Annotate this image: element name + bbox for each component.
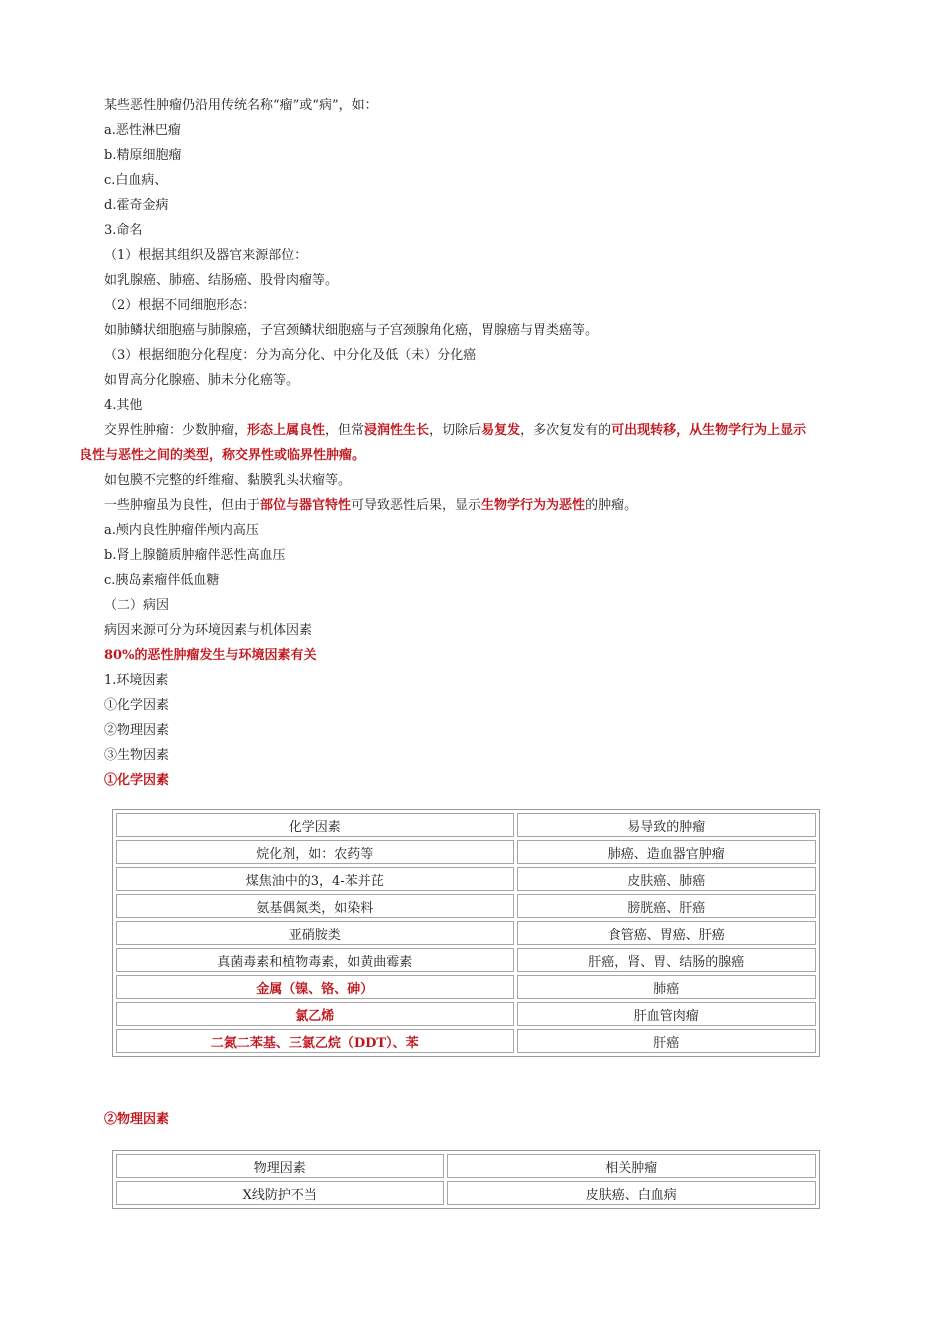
- traditional-item: a.恶性淋巴瘤: [104, 123, 181, 138]
- highlight: 可出现转移: [611, 423, 677, 438]
- table-cell: 二氮二苯基、三氯乙烷（DDT）、苯: [116, 1029, 514, 1053]
- traditional-item: b.精原细胞瘤: [104, 148, 182, 163]
- borderline-paragraph: [104, 422, 806, 440]
- table-cell: 氨基偶氮类，如染料: [116, 894, 514, 918]
- table-cell: 亚硝胺类: [116, 921, 514, 945]
- highlight: 易复发: [481, 423, 521, 438]
- text-run: 一些肿瘤虽为良性，但由于: [104, 498, 261, 513]
- table-cell: 氯乙烯: [116, 1002, 514, 1026]
- naming-rule-3-example: 如胃高分化腺癌、肺未分化癌等。: [104, 373, 300, 388]
- benign-example: c.胰岛素瘤伴低血糖: [104, 573, 220, 588]
- traditional-item: d.霍奇金病: [104, 198, 169, 213]
- table-row: [116, 1002, 816, 1026]
- text-run: 交界性肿瘤：少数肿瘤，: [104, 423, 248, 438]
- table-row: [116, 948, 816, 972]
- table-cell: X线防护不当: [116, 1181, 444, 1205]
- table-cell: 皮肤癌、白血病: [447, 1181, 816, 1205]
- factor-item: ①化学因素: [104, 698, 170, 713]
- factor-item: ③生物因素: [104, 748, 170, 763]
- table-row: [116, 1181, 816, 1205]
- table-row: [116, 975, 816, 999]
- table-row: [116, 840, 816, 864]
- table-header-cell: 易导致的肿瘤: [517, 813, 817, 837]
- table-cell: 煤焦油中的3，4-苯并芘: [116, 867, 514, 891]
- benign-example: b.肾上腺髓质肿瘤伴恶性高血压: [104, 548, 286, 563]
- text-run: 可导致恶性后果，显示: [351, 498, 482, 513]
- highlight: 部位与器官特性: [260, 498, 352, 513]
- table-cell: 烷化剂，如：农药等: [116, 840, 514, 864]
- naming-rule-3: （3）根据细胞分化程度：分为高分化、中分化及低（未）分化癌: [104, 348, 477, 363]
- table-cell: 肝癌，肾、胃、结肠的腺癌: [517, 948, 817, 972]
- table-header-cell: 相关肿瘤: [447, 1154, 816, 1178]
- text-run: ，多次复发有的: [520, 423, 612, 438]
- table-cell: 肺癌、造血器官肿瘤: [517, 840, 817, 864]
- naming-rule-1: （1）根据其组织及器官来源部位：: [104, 248, 308, 263]
- table-header-row: [116, 1154, 816, 1178]
- borderline-paragraph-continued: 良性与恶性之间的类型，称交界性或临界性肿瘤。: [79, 448, 366, 463]
- table-cell: 食管癌、胃癌、肝癌: [517, 921, 817, 945]
- intro-text: 某些恶性肿瘤仍沿用传统名称“瘤”或“病”，如：: [104, 98, 378, 113]
- borderline-example: 如包膜不完整的纤维瘤、黏膜乳头状瘤等。: [104, 473, 352, 488]
- physical-heading: ②物理因素: [104, 1112, 170, 1127]
- table-row: [116, 921, 816, 945]
- table-cell: 肝血管肉瘤: [517, 1002, 817, 1026]
- benign-malignant-paragraph: [104, 497, 637, 515]
- highlight: 浸润性生长: [364, 423, 430, 438]
- etiology-heading: （二）病因: [104, 598, 170, 613]
- table-cell: 皮肤癌、肺癌: [517, 867, 817, 891]
- traditional-item: c.白血病、: [104, 173, 168, 188]
- etiology-highlight: 80%的恶性肿瘤发生与环境因素有关: [104, 648, 317, 663]
- table-cell: 真菌毒素和植物毒素，如黄曲霉素: [116, 948, 514, 972]
- highlight: 形态上属良性: [247, 423, 326, 438]
- highlight: 生物学行为为恶性: [481, 498, 586, 513]
- table-row: [116, 1029, 816, 1053]
- environment-heading: 1.环境因素: [104, 673, 169, 688]
- etiology-line: 病因来源可分为环境因素与机体因素: [104, 623, 313, 638]
- naming-rule-2: （2）根据不同细胞形态：: [104, 298, 256, 313]
- highlight: ，从生物学行为上显示: [676, 423, 807, 438]
- text-run: ，但常: [325, 423, 365, 438]
- chemical-heading: ①化学因素: [104, 773, 170, 788]
- table-row: [116, 894, 816, 918]
- table-cell: 膀胱癌、肝癌: [517, 894, 817, 918]
- other-heading: 4.其他: [104, 398, 143, 413]
- text-run: 的肿瘤。: [585, 498, 638, 513]
- naming-rule-2-example: 如肺鳞状细胞癌与肺腺癌，子宫颈鳞状细胞癌与子宫颈腺角化癌，胃腺癌与胃类癌等。: [104, 323, 599, 338]
- table-header-cell: 物理因素: [116, 1154, 444, 1178]
- naming-heading: 3.命名: [104, 223, 143, 238]
- physical-table: [112, 1150, 820, 1209]
- factor-item: ②物理因素: [104, 723, 170, 738]
- table-header-cell: 化学因素: [116, 813, 514, 837]
- naming-rule-1-example: 如乳腺癌、肺癌、结肠癌、股骨肉瘤等。: [104, 273, 339, 288]
- text-run: ，切除后: [429, 423, 482, 438]
- table-row: [116, 867, 816, 891]
- table-cell: 肝癌: [517, 1029, 817, 1053]
- table-header-row: [116, 813, 816, 837]
- chemical-table: [112, 809, 820, 1057]
- benign-example: a.颅内良性肿瘤伴颅内高压: [104, 523, 259, 538]
- table-cell: 肺癌: [517, 975, 817, 999]
- table-cell: 金属（镍、铬、砷）: [116, 975, 514, 999]
